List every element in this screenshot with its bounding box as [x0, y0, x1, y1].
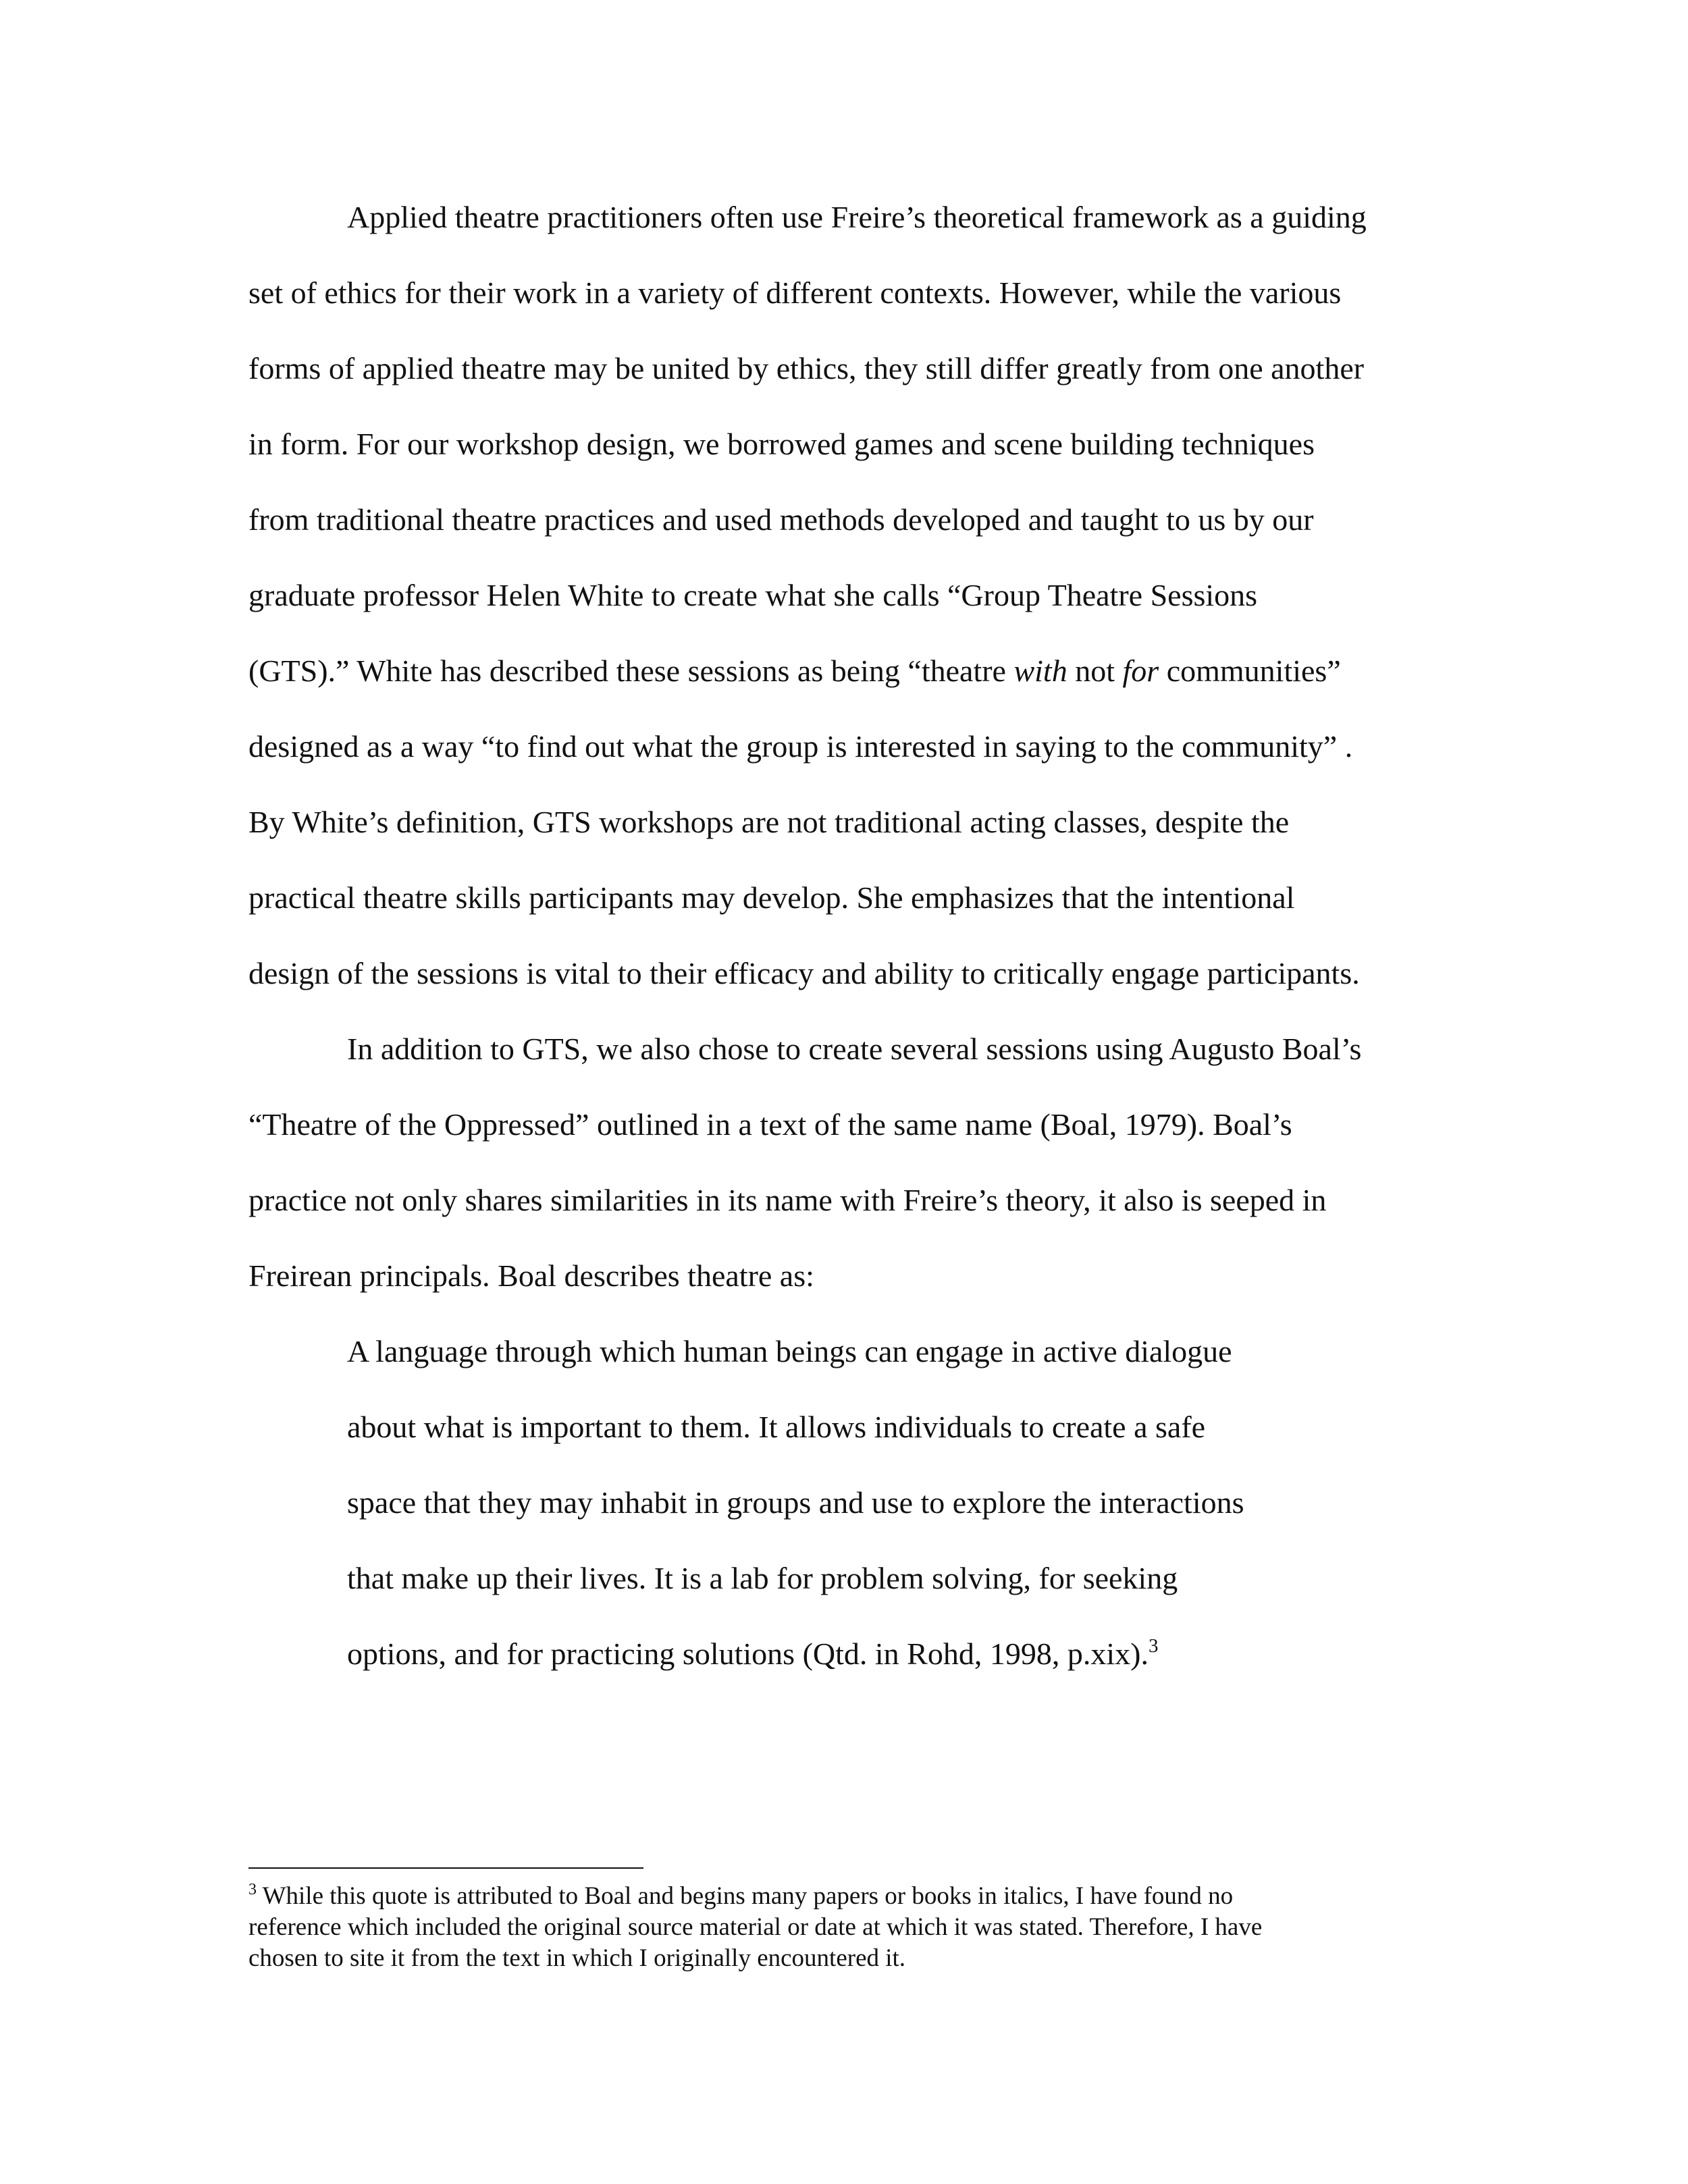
footnote-marker: 3	[248, 1881, 257, 1898]
paragraph-1-line-9: By White’s definition, GTS workshops are not traditional acting classes, despite the	[248, 805, 1290, 839]
paragraph-1-line-1: Applied theatre practitioners often use Freire’s theoretical framework as a guiding	[347, 200, 1367, 234]
line-7-text-b: not	[1067, 654, 1123, 688]
block-quote-line-2: about what is important to them. It allows individuals to create a safe	[347, 1410, 1206, 1444]
line-7-text-a: (GTS).” White has described these sessions as being “theatre	[248, 654, 1014, 688]
footnote-line-3: chosen to site it from the text in which I originally encountered it.	[248, 1944, 906, 1972]
block-quote-line-5	[347, 1634, 1158, 1674]
line-7-text-c: communities”	[1159, 654, 1341, 688]
block-quote-line-1: A language through which human beings can engage in active dialogue	[347, 1334, 1232, 1368]
paragraph-1-line-8: designed as a way “to find out what the group is interested in saying to the community” .	[248, 729, 1353, 764]
paragraph-1-line-6: graduate professor Helen White to create what she calls “Group Theatre Sessions	[248, 578, 1258, 612]
paragraph-1-line-10: practical theatre skills participants may develop. She emphasizes that the intentional	[248, 880, 1295, 915]
footnote-line-2: reference which included the original source material or date at which it was stated. Therefore, I have	[248, 1913, 1263, 1941]
paragraph-1-line-7	[248, 651, 1341, 691]
italic-for: for	[1122, 654, 1159, 688]
paragraph-2-line-2: “Theatre of the Oppressed” outlined in a text of the same name (Boal, 1979). Boal’s	[248, 1107, 1292, 1142]
footnote-line-1-text: While this quote is attributed to Boal and begins many papers or books in italics, I have found no	[257, 1882, 1234, 1910]
block-quote-line-5-text: options, and for practicing solutions (Qtd. in Rohd, 1998, p.xix).	[347, 1636, 1149, 1671]
paragraph-1-line-3: forms of applied theatre may be united by ethics, they still differ greatly from one another	[248, 351, 1365, 385]
block-quote-line-3: space that they may inhabit in groups and use to explore the interactions	[347, 1485, 1244, 1520]
paragraph-1-line-11: design of the sessions is vital to their efficacy and ability to critically engage participants.	[248, 956, 1360, 990]
paragraph-1-line-2: set of ethics for their work in a variety of different contexts. However, while the various	[248, 275, 1342, 310]
footnote-line-1	[248, 1881, 1233, 1912]
paragraph-1-line-5: from traditional theatre practices and used methods developed and taught to us by our	[248, 502, 1314, 537]
block-quote-line-4: that make up their lives. It is a lab for problem solving, for seeking	[347, 1561, 1178, 1595]
paragraph-2-line-3: practice not only shares similarities in its name with Freire’s theory, it also is seeped in	[248, 1183, 1327, 1217]
italic-with: with	[1013, 654, 1067, 688]
paragraph-2-line-4: Freirean principals. Boal describes theatre as:	[248, 1258, 814, 1293]
footnote-separator	[248, 1867, 643, 1869]
paragraph-1-line-4: in form. For our workshop design, we borrowed games and scene building techniques	[248, 427, 1315, 461]
paragraph-2-line-1: In addition to GTS, we also chose to create several sessions using Augusto Boal’s	[347, 1032, 1362, 1066]
footnote-reference[interactable]: 3	[1148, 1635, 1159, 1657]
